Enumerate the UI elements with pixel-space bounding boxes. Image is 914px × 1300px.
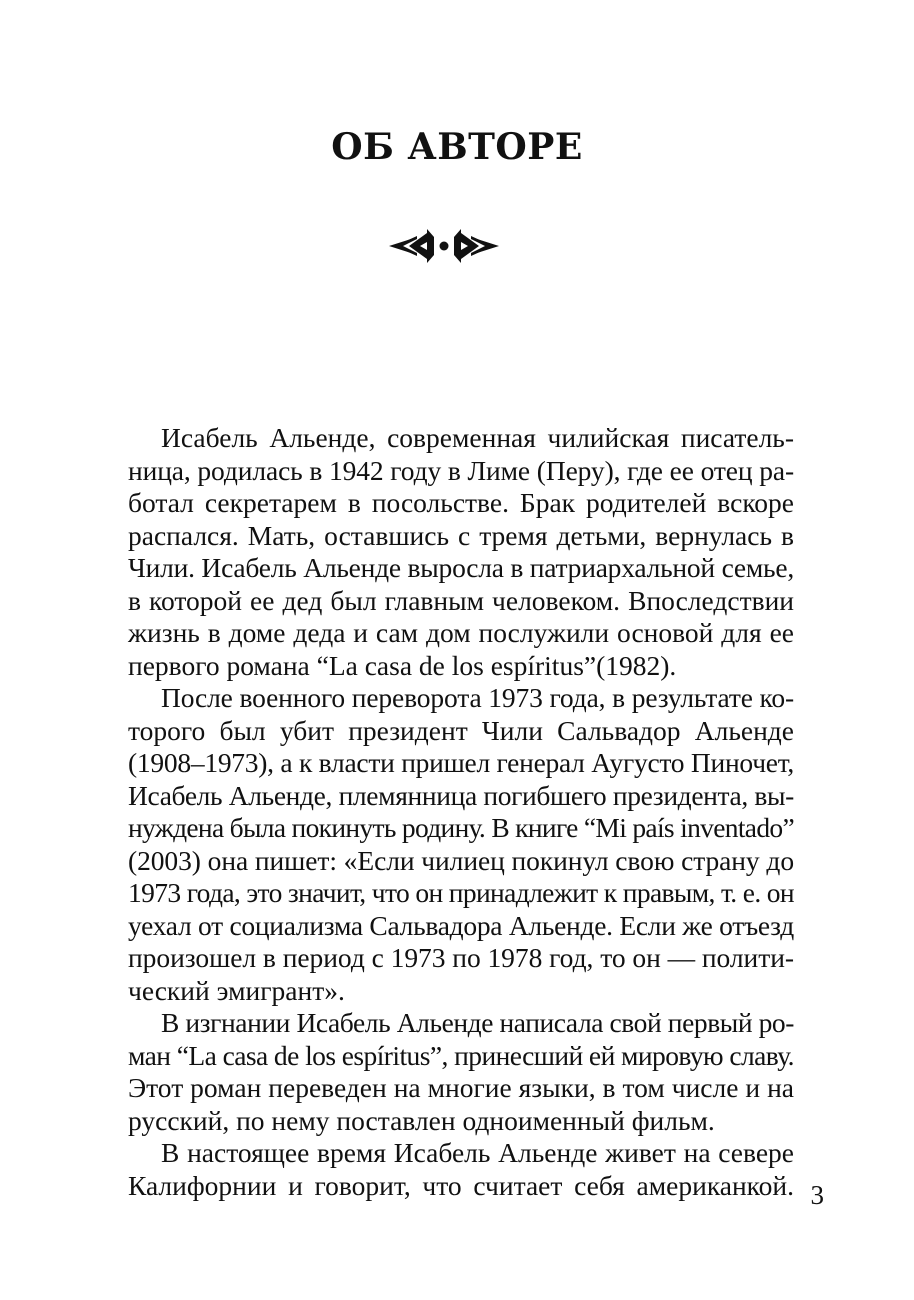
text-line: произошел в период с 1973 по 1978 год, то он — полити- (128, 942, 794, 973)
text-line: Исабель Альенде, современная чилийская писатель- (161, 422, 794, 453)
text-line: Исабель Альенде, племянница погибшего президента, вы- (128, 779, 794, 811)
text-line: Чили. Исабель Альенде выросла в патриархальной семье, (128, 552, 794, 583)
text-line: Калифорнии и говорит, что считает себя американкой. (128, 1169, 794, 1201)
text-line: ческий эмигрант». (128, 974, 345, 1006)
paragraph (128, 1137, 794, 1202)
text-line: распался. Мать, оставшись с тремя детьми, вернулась в (128, 519, 794, 551)
text-line: первого романа “La casa de los espíritus”(1982). (128, 649, 677, 681)
text-line: После военного переворота 1973 года, в результате ко- (161, 682, 794, 713)
decorative-divider-icon (387, 227, 501, 265)
paragraph (128, 682, 794, 1007)
text-line: русский, по нему поставлен одноименный фильм. (128, 1104, 715, 1136)
text-line: 1973 года, это значит, что он принадлежит к правым, т. е. он (128, 877, 794, 908)
text-line: торого был убит президент Чили Сальвадор Альенде (128, 714, 794, 746)
text-line: (1908–1973), а к власти пришел генерал Аугусто Пиночет, (128, 747, 794, 778)
text-line: ботал секретарем в посольстве. Брак родителей вскоре (128, 487, 794, 518)
text-line: нуждена была покинуть родину. В книге “Mi país inventado” (128, 812, 794, 843)
page-number: 3 (810, 1180, 824, 1210)
text-line: (2003) она пишет: «Если чилиец покинул свою страну до (128, 844, 794, 876)
text-line: уехал от социализма Сальвадора Альенде. Если же отъезд (128, 909, 794, 941)
page-title: ОБ АВТОРЕ (331, 126, 583, 168)
text-line: в которой ее дед был главным человеком. Впоследствии (128, 584, 794, 616)
paragraph (128, 1007, 794, 1137)
text-line: Этот роман переведен на многие языки, в том числе и на (128, 1072, 794, 1103)
text-line: ман “La casa de los espíritus”, принесший ей мировую славу. (128, 1039, 794, 1071)
text-line: ница, родилась в 1942 году в Лиме (Перу), где ее отец ра- (128, 454, 794, 486)
text-line: жизнь в доме деда и сам дом послужили основой для ее (128, 617, 794, 648)
text-line: В настоящее время Исабель Альенде живет на севере (161, 1137, 794, 1168)
article-body (128, 422, 794, 1202)
text-line: В изгнании Исабель Альенде написала свой первый ро- (161, 1007, 794, 1038)
paragraph (128, 422, 794, 682)
